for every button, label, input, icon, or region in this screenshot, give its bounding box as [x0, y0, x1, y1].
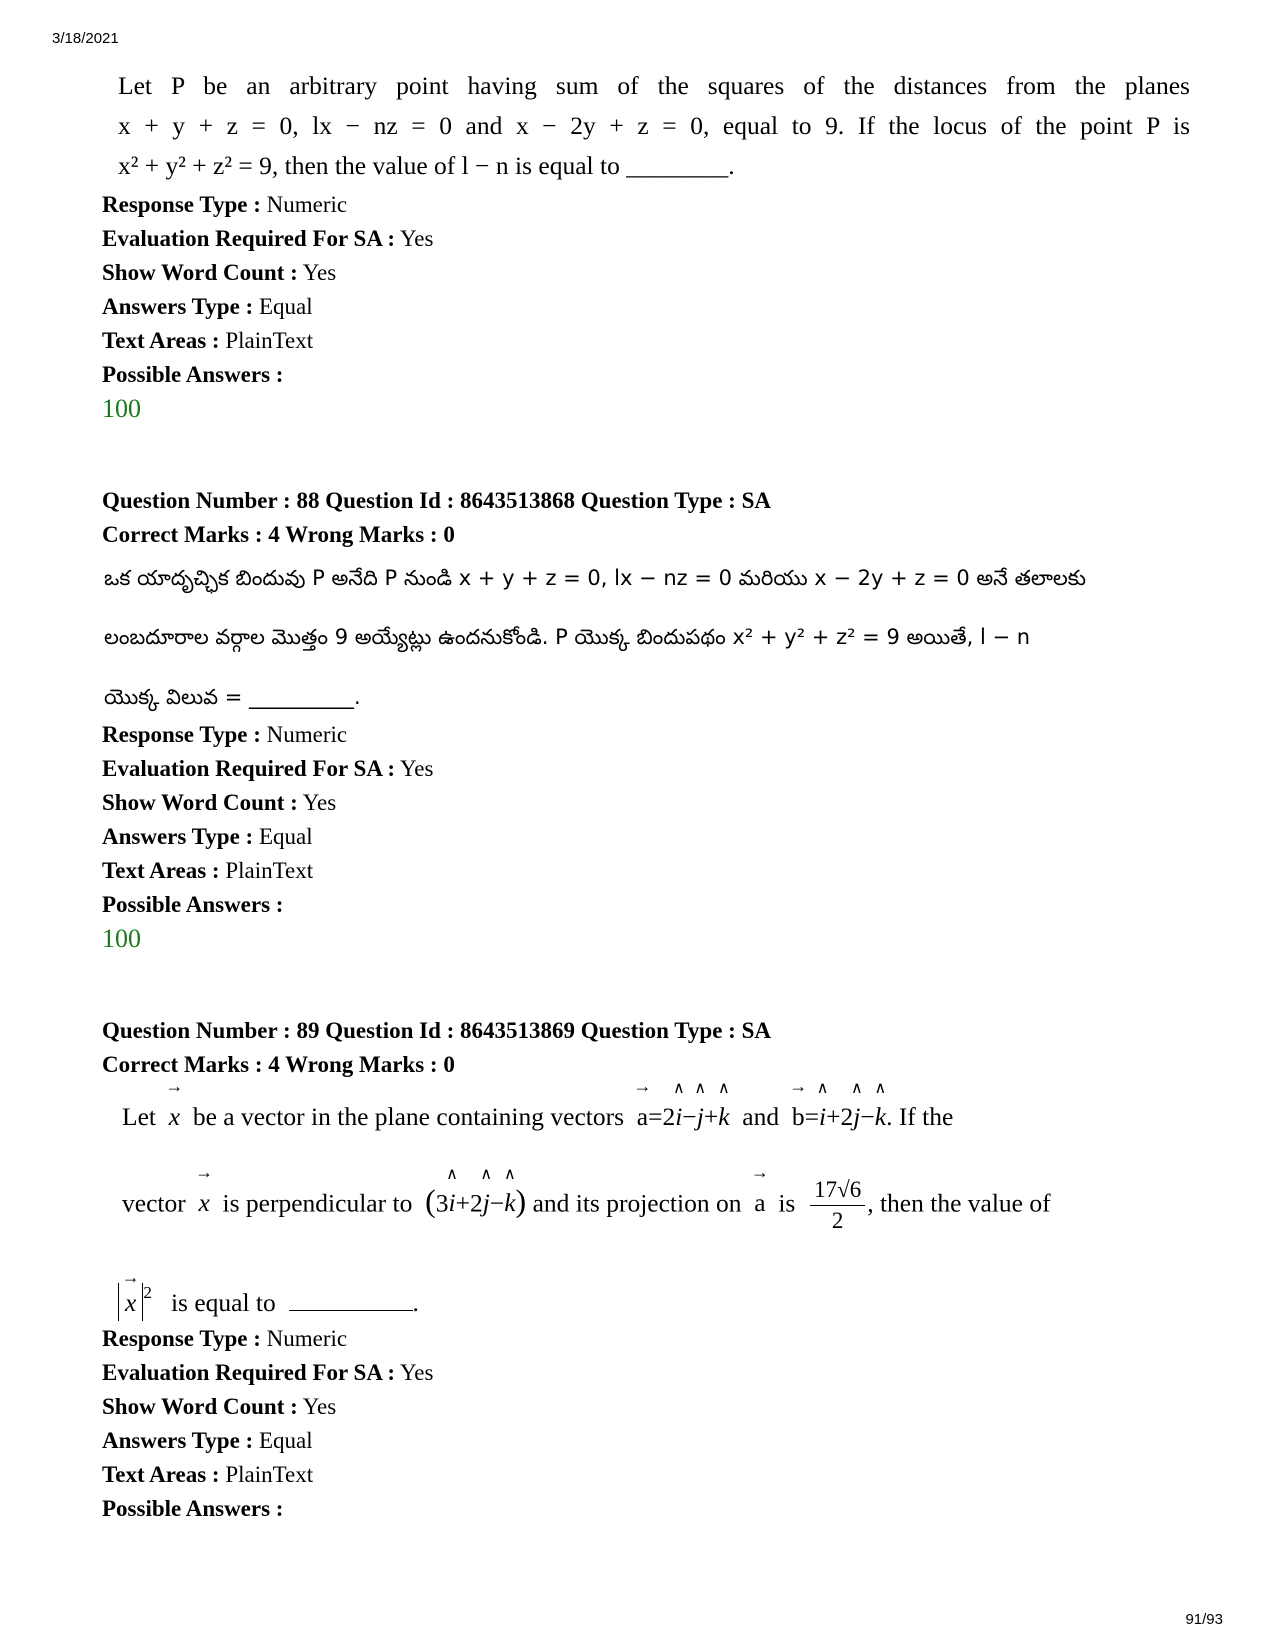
q88-text-areas: Text Areas : PlainText: [102, 858, 314, 883]
q89-text-areas: Text Areas : PlainText: [102, 1462, 314, 1487]
q87-question-text: [118, 66, 1190, 186]
q88-possible-label: Possible Answers :: [102, 892, 284, 917]
q87-possible-label: Possible Answers :: [102, 362, 284, 387]
q88-answers-type: Answers Type : Equal: [102, 824, 313, 849]
q89-response-type: Response Type : Numeric: [102, 1326, 348, 1351]
q88-word-count: Show Word Count : Yes: [102, 790, 337, 815]
q87-answers-type: Answers Type : Equal: [102, 294, 313, 319]
q89-meta: [102, 1322, 433, 1526]
q89-marks: Correct Marks : 4 Wrong Marks : 0: [102, 1052, 455, 1077]
q89-text-line-3: → x $^2$ is equal to .: [118, 1283, 419, 1321]
q88-meta: [102, 718, 433, 956]
q87-text-areas: Text Areas : PlainText: [102, 328, 314, 353]
q87-word-count: Show Word Count : Yes: [102, 260, 337, 285]
q89-answers-type: Answers Type : Equal: [102, 1428, 313, 1453]
q88-response-type: Response Type : Numeric: [102, 722, 348, 747]
q87-answer: 100: [102, 394, 141, 423]
q89-evaluation: Evaluation Required For SA : Yes: [102, 1360, 434, 1385]
q88-telugu-line-1: ఒక యాదృచ్ఛిక బిందువు P అనేది P నుండి x + y + z = 0, lx − nz = 0 మరియు x − 2y + z = 0 అనే తలాలకు: [104, 566, 1087, 590]
q89-text-line-1: Let → x be a vector in the plane containing vectors → a=2∧ i−∧ j+∧ k and → b=∧ i+2∧ j−∧ k. If the: [122, 1102, 953, 1132]
q88-telugu-line-3: యొక్క విలువ = __________.: [104, 685, 361, 709]
q89-header: [102, 1014, 771, 1082]
q88-telugu-line-2: లంబదూరాల వర్గాల మొత్తం 9 అయ్యేట్లు ఉందనుకోండి. P యొక్క బిందుపథం x² + y² + z² = 9 అయితే, l − n: [104, 625, 1031, 649]
q87-text-line-1: Let P be an arbitrary point having sum of the squares of the distances from the planes: [118, 71, 1190, 100]
q88-heading: Question Number : 88 Question Id : 8643513868 Question Type : SA: [102, 488, 771, 513]
q89-word-count: Show Word Count : Yes: [102, 1394, 337, 1419]
projection-fraction: $\frac{17√6}{2}$: [810, 1175, 865, 1236]
q87-response-type: Response Type : Numeric: [102, 192, 348, 217]
q88-header: [102, 484, 771, 552]
q87-text-line-2: x + y + z = 0, lx − nz = 0 and x − 2y + z = 0, equal to 9. If the locus of the point P is: [118, 111, 1190, 140]
q88-evaluation: Evaluation Required For SA : Yes: [102, 756, 434, 781]
page-number: 91/93: [1185, 1611, 1223, 1628]
q87-evaluation: Evaluation Required For SA : Yes: [102, 226, 434, 251]
q87-meta: [102, 188, 433, 426]
q89-heading: Question Number : 89 Question Id : 8643513869 Question Type : SA: [102, 1018, 771, 1043]
q89-text-line-2: vector → x is perpendicular to (3∧ i+2∧ j−∧ k) and its projection on → a is $\frac{17√6}{2}$ , then the value of: [122, 1175, 1051, 1236]
q89-possible-label: Possible Answers :: [102, 1496, 284, 1521]
q88-answer: 100: [102, 924, 141, 953]
q88-marks: Correct Marks : 4 Wrong Marks : 0: [102, 522, 455, 547]
q87-text-line-3: x² + y² + z² = 9, then the value of l − n is equal to ________.: [118, 151, 735, 180]
print-date: 3/18/2021: [52, 30, 119, 47]
